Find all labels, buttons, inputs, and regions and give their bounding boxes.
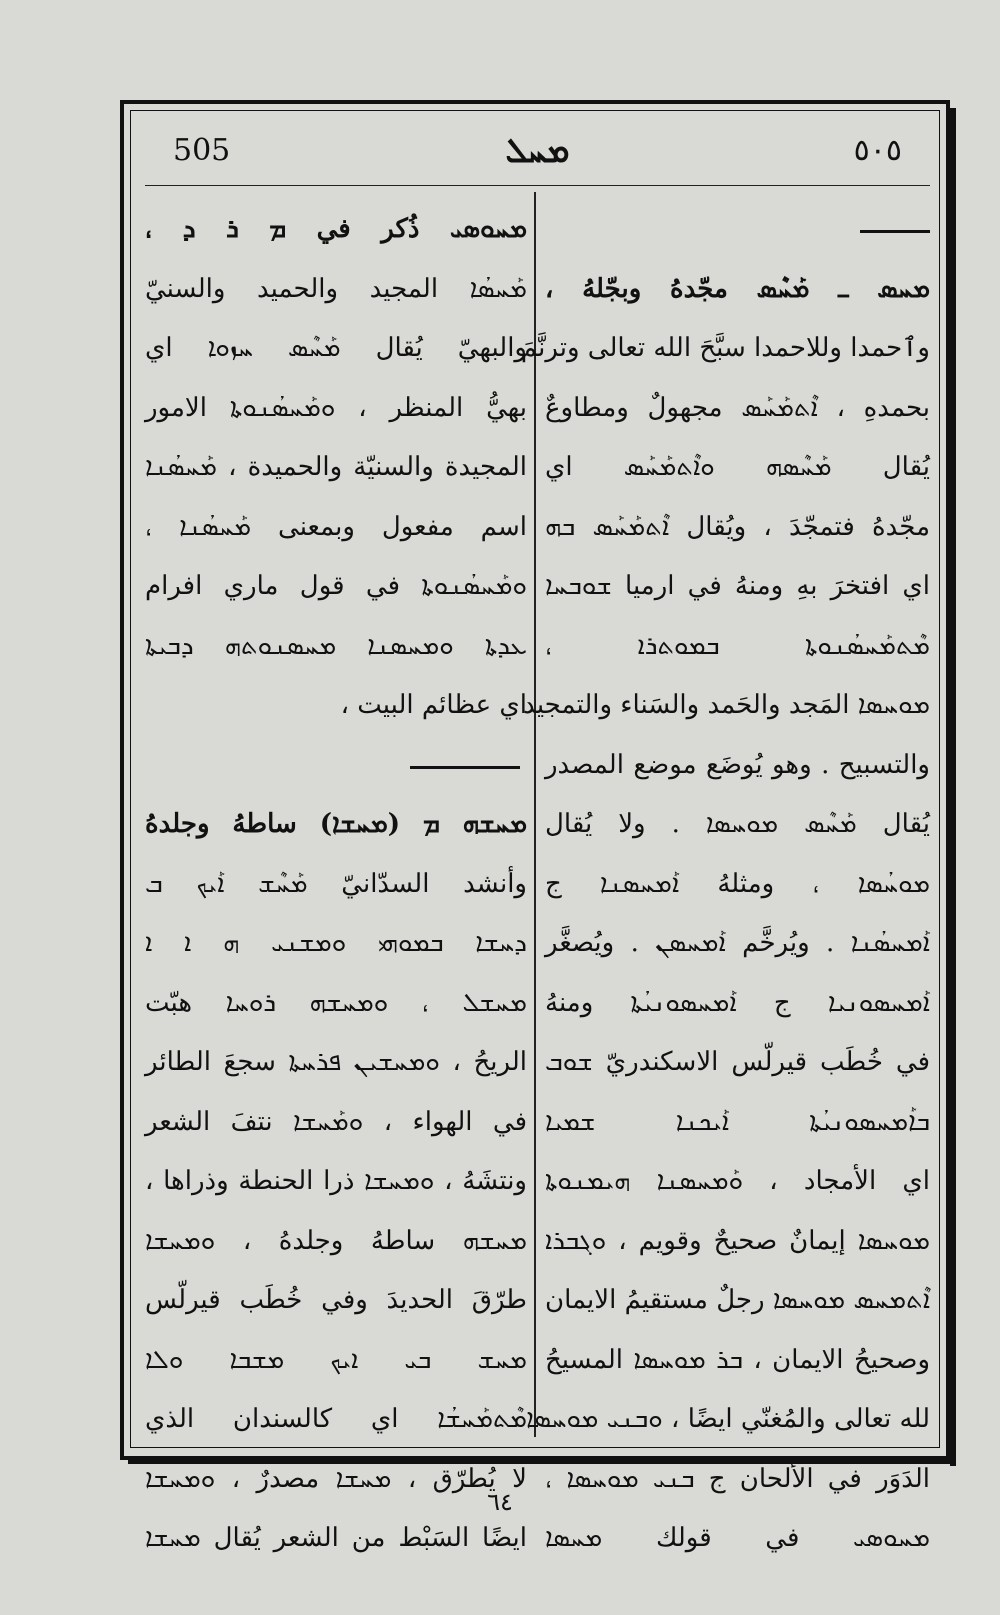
entry-line: ܐܰܡܚܣܘܢܝܐ ج ܐܰܡܚܣܘܢܝܳܬܐ ومنهُ xyxy=(545,987,930,1018)
entry-line: ܡܚܘܣܝ ذُكر في ܡ ܪ ܕ ، xyxy=(145,214,527,244)
section-rule xyxy=(145,736,527,796)
entry-line: ܡܚܫܠ ، ܘܡܚܫܗ ܪܘܚܐ هبّت xyxy=(145,987,527,1018)
column-divider xyxy=(534,192,536,1437)
page-number-arabic: ٥٠٥ xyxy=(853,133,902,168)
entry-line: مجّدهُ فتمجّدَ ، ويُقال ܐܶܬܡܰܚܰܣ ܒܗ xyxy=(545,511,930,542)
entry-line: اي الأمجاد ، ܘܰܡܚܣܢܐ ܗܝܡܢܘܬܐ xyxy=(545,1166,930,1196)
entry-line: المجيدة والسنيّة والحميدة ، ܡܰܚܣܳܢܐ xyxy=(145,452,527,482)
signature-mark: ٦٤ xyxy=(487,1488,513,1516)
entry-line: ܡܶܬܡܰܚܫܳܐ اي كالسندان الذي xyxy=(145,1404,527,1434)
page-frame-shadow xyxy=(950,108,956,1466)
entry-line: يُقال ܡܰܚܶܣ ܡܘܚܣܐ . ولا يُقال xyxy=(545,809,930,839)
entry-line: يُقال ܡܰܚܶܣܗ ܘܐܶܬܡܰܚܰܣ اي xyxy=(545,452,930,482)
entry-line: والتسبيح . وهو يُوضَع موضع المصدر xyxy=(545,749,930,780)
entry-line: ܡܰܚܣܳܐ المجيد والحميد والسنيّ xyxy=(145,273,527,304)
entry-line: لا يُطرّق ، ܡܚܫܐ مصدرٌ ، ܘܡܚܫܐ xyxy=(145,1463,527,1494)
entry-line: في الهواء ، ܘܡܰܚܫܐ نتفَ الشعر xyxy=(145,1106,527,1137)
entry-line: ܡܘܚܳܣܐ ، ومثلهُ ܐܰܡܚܣܢܐ ج xyxy=(545,868,930,899)
entry-line: ܡܶܬܡܰܚܣܳܢܘܬܐ ܒܡܘܬܪܐ ، xyxy=(545,630,930,661)
entry-line: طرّقَ الحديدَ وفي خُطَب قيرلّس xyxy=(145,1285,527,1315)
entry-line: ܡܘܚܣܐ إيمانٌ صحيحٌ وقويم ، ܘܓܒܪܐ xyxy=(545,1225,930,1256)
entry-line: ܕܚܫܐ ܒܡܘܗܝ ܘܡܫܢܝ ܗ ܐ ܐ xyxy=(145,928,527,958)
entry-line: اي افتخرَ بهِ ومنهُ في ارميا ܫܘܒܚܐ xyxy=(545,571,930,601)
entry-line: ܥܕܬܐ ܘܡܚܣܢܐ ܡܚܣܢܘܬܗ ܕܒܝܬܐ xyxy=(145,630,527,661)
entry-line: ايضًا السَبْط من الشعر يُقال ܡܚܫܐ xyxy=(145,1523,527,1553)
entry-line: ܐܰܡܚܣܳܢܐ . ويُرخَّم ܐܰܡܚܣܢ . ويُصغَّر xyxy=(545,928,930,958)
entry-line: وأنشد السدّانيّ ܡܰܚܶܫ ܐܰܝܟ ܒ xyxy=(145,868,527,899)
page-number-latin: 505 xyxy=(173,133,231,168)
entry-line: الريحُ ، ܘܡܚܫܝܢ ܦܪܚܬܐ سجعَ الطائر xyxy=(145,1047,527,1077)
entry-line: اسم مفعول وبمعنى ܡܰܚܣܳܢܐ ، xyxy=(145,511,527,542)
entry-line: وصحيحُ الايمان ، ܒܪ ܡܘܚܣܐ المسيحُ xyxy=(545,1344,930,1375)
entry-line: وٱحمدا وللاحمدا سبَّحَ الله تعالى وترنَّمَ xyxy=(520,333,930,363)
entry-line: والبهيّ يُقال ܡܰܚܶܣ ܚܙܘܐ اي xyxy=(145,333,527,363)
entry-line: ܘܡܰܚܣܳܢܘܬܐ في قول ماري افرام xyxy=(145,571,527,601)
entry-line: في خُطَب قيرلّس الاسكندريّ ܫܘܒ xyxy=(545,1047,930,1077)
page-header xyxy=(145,125,930,180)
entry-line: ونتشَهُ ، ܘܡܚܫܐ ذرا الحنطة وذراها ، xyxy=(145,1166,527,1196)
entry-line: ܡܚܣ ـ ܡܰܚܶܣ مجّدهُ وبجّلهُ ، xyxy=(545,273,930,304)
entry-line: لله تعالى والمُغنّي ايضًا ، ܘܒܢܝ ܡܘܚܣܐ xyxy=(526,1404,930,1434)
entry-line: اي عظائم البيت ، xyxy=(340,690,527,720)
right-column xyxy=(520,200,930,1553)
entry-line: ܡܚܫܗ ܡ (ܡܚܫܐ) ساطهُ وجلدهُ xyxy=(145,809,527,839)
entry-line: ܡܚܫ ܒܝ ܐܝܟ ܡܫܒܐ ܘܠܐ xyxy=(145,1344,527,1375)
entry-line: بهيُّ المنظر ، ܘܡܰܚܣܳܢܘܬܐ الامور xyxy=(145,392,527,423)
entry-line: الدَوَر في الألحان ج ܒܢܝ ܡܘܚܣܐ ، xyxy=(545,1463,930,1494)
header-rule xyxy=(145,185,930,186)
running-title: ܡܚܠ xyxy=(505,131,570,171)
entry-line: ܡܚܫܗ ساطهُ وجلدهُ ، ܘܡܚܫܐ xyxy=(145,1225,527,1256)
section-rule xyxy=(545,200,930,260)
entry-line: بحمدهِ ، ܐܶܬܡܰܚܰܣ مجهولٌ ومطاوعٌ xyxy=(545,392,930,423)
entry-line: ܐܶܬܡܚܣ ܡܘܚܣܐ رجلٌ مستقيمُ الايمان xyxy=(545,1285,930,1315)
entry-line: ܡܚܘܣܝ في قولك ܡܚܣܐ xyxy=(545,1523,930,1553)
entry-line: ܒܐܰܡܚܣܘܢܝܳܬܐ ܐܰܝܟܢܐ ܫܡܝܐ xyxy=(545,1106,930,1137)
entry-line: ܡܘܚܣܐ المَجد والحَمد والسَناء والتمجيد xyxy=(523,690,930,720)
